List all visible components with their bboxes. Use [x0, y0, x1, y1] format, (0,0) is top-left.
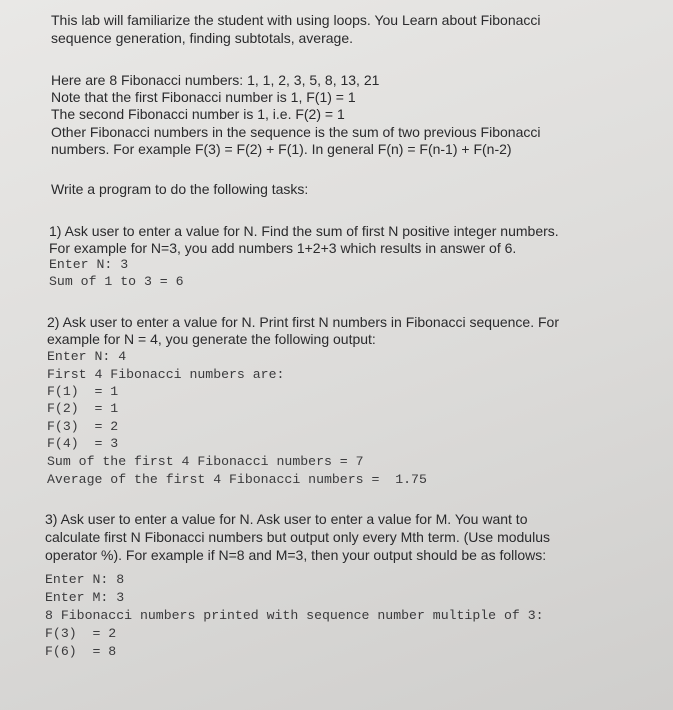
task2-output-3: F(1) = 1: [47, 384, 119, 399]
task2-output-2: First 4 Fibonacci numbers are:: [47, 367, 285, 382]
task-intro: Write a program to do the following tasks:: [51, 181, 309, 197]
background-line-1: Here are 8 Fibonacci numbers: 1, 1, 2, 3, 5, 8, 13, 21: [51, 72, 380, 88]
task2-line-1: 2) Ask user to enter a value for N. Print first N numbers in Fibonacci sequence. For: [47, 314, 559, 330]
task3-output-3: 8 Fibonacci numbers printed with sequence number multiple of 3:: [45, 608, 544, 623]
task2-output-4: F(2) = 1: [47, 401, 119, 416]
background-line-2: Note that the first Fibonacci number is 1, F(1) = 1: [51, 89, 356, 105]
task2-output-5: F(3) = 2: [47, 419, 119, 434]
task1-output-1: Enter N: 3: [49, 257, 129, 272]
background-line-4: Other Fibonacci numbers in the sequence is the sum of two previous Fibonacci: [51, 124, 541, 140]
task2-output-8: Average of the first 4 Fibonacci numbers = 1.75: [47, 472, 427, 487]
task2-output-7: Sum of the first 4 Fibonacci numbers = 7: [47, 454, 364, 469]
intro-line-2: sequence generation, finding subtotals, average.: [51, 30, 353, 46]
task3-line-1: 3) Ask user to enter a value for N. Ask user to enter a value for M. You want to: [45, 511, 528, 527]
task2-output-1: Enter N: 4: [47, 349, 127, 364]
task3-line-3: operator %). For example if N=8 and M=3, then your output should be as follows:: [45, 547, 547, 563]
task3-line-2: calculate first N Fibonacci numbers but output only every Mth term. (Use modulus: [45, 529, 550, 545]
background-line-5: numbers. For example F(3) = F(2) + F(1). In general F(n) = F(n-1) + F(n-2): [51, 141, 512, 157]
task3-output-5: F(6) = 8: [45, 644, 117, 659]
task2-output-6: F(4) = 3: [47, 436, 119, 451]
task3-output-1: Enter N: 8: [45, 572, 125, 587]
task1-line-1: 1) Ask user to enter a value for N. Find the sum of first N positive integer numbers.: [49, 223, 559, 239]
task1-output-2: Sum of 1 to 3 = 6: [49, 274, 184, 289]
task2-line-2: example for N = 4, you generate the following output:: [47, 331, 376, 347]
background-line-3: The second Fibonacci number is 1, i.e. F(2) = 1: [51, 106, 345, 122]
task3-output-4: F(3) = 2: [45, 626, 117, 641]
intro-line-1: This lab will familiarize the student with using loops. You Learn about Fibonacci: [51, 12, 541, 28]
task3-output-2: Enter M: 3: [45, 590, 125, 605]
task1-line-2: For example for N=3, you add numbers 1+2+3 which results in answer of 6.: [49, 240, 517, 256]
